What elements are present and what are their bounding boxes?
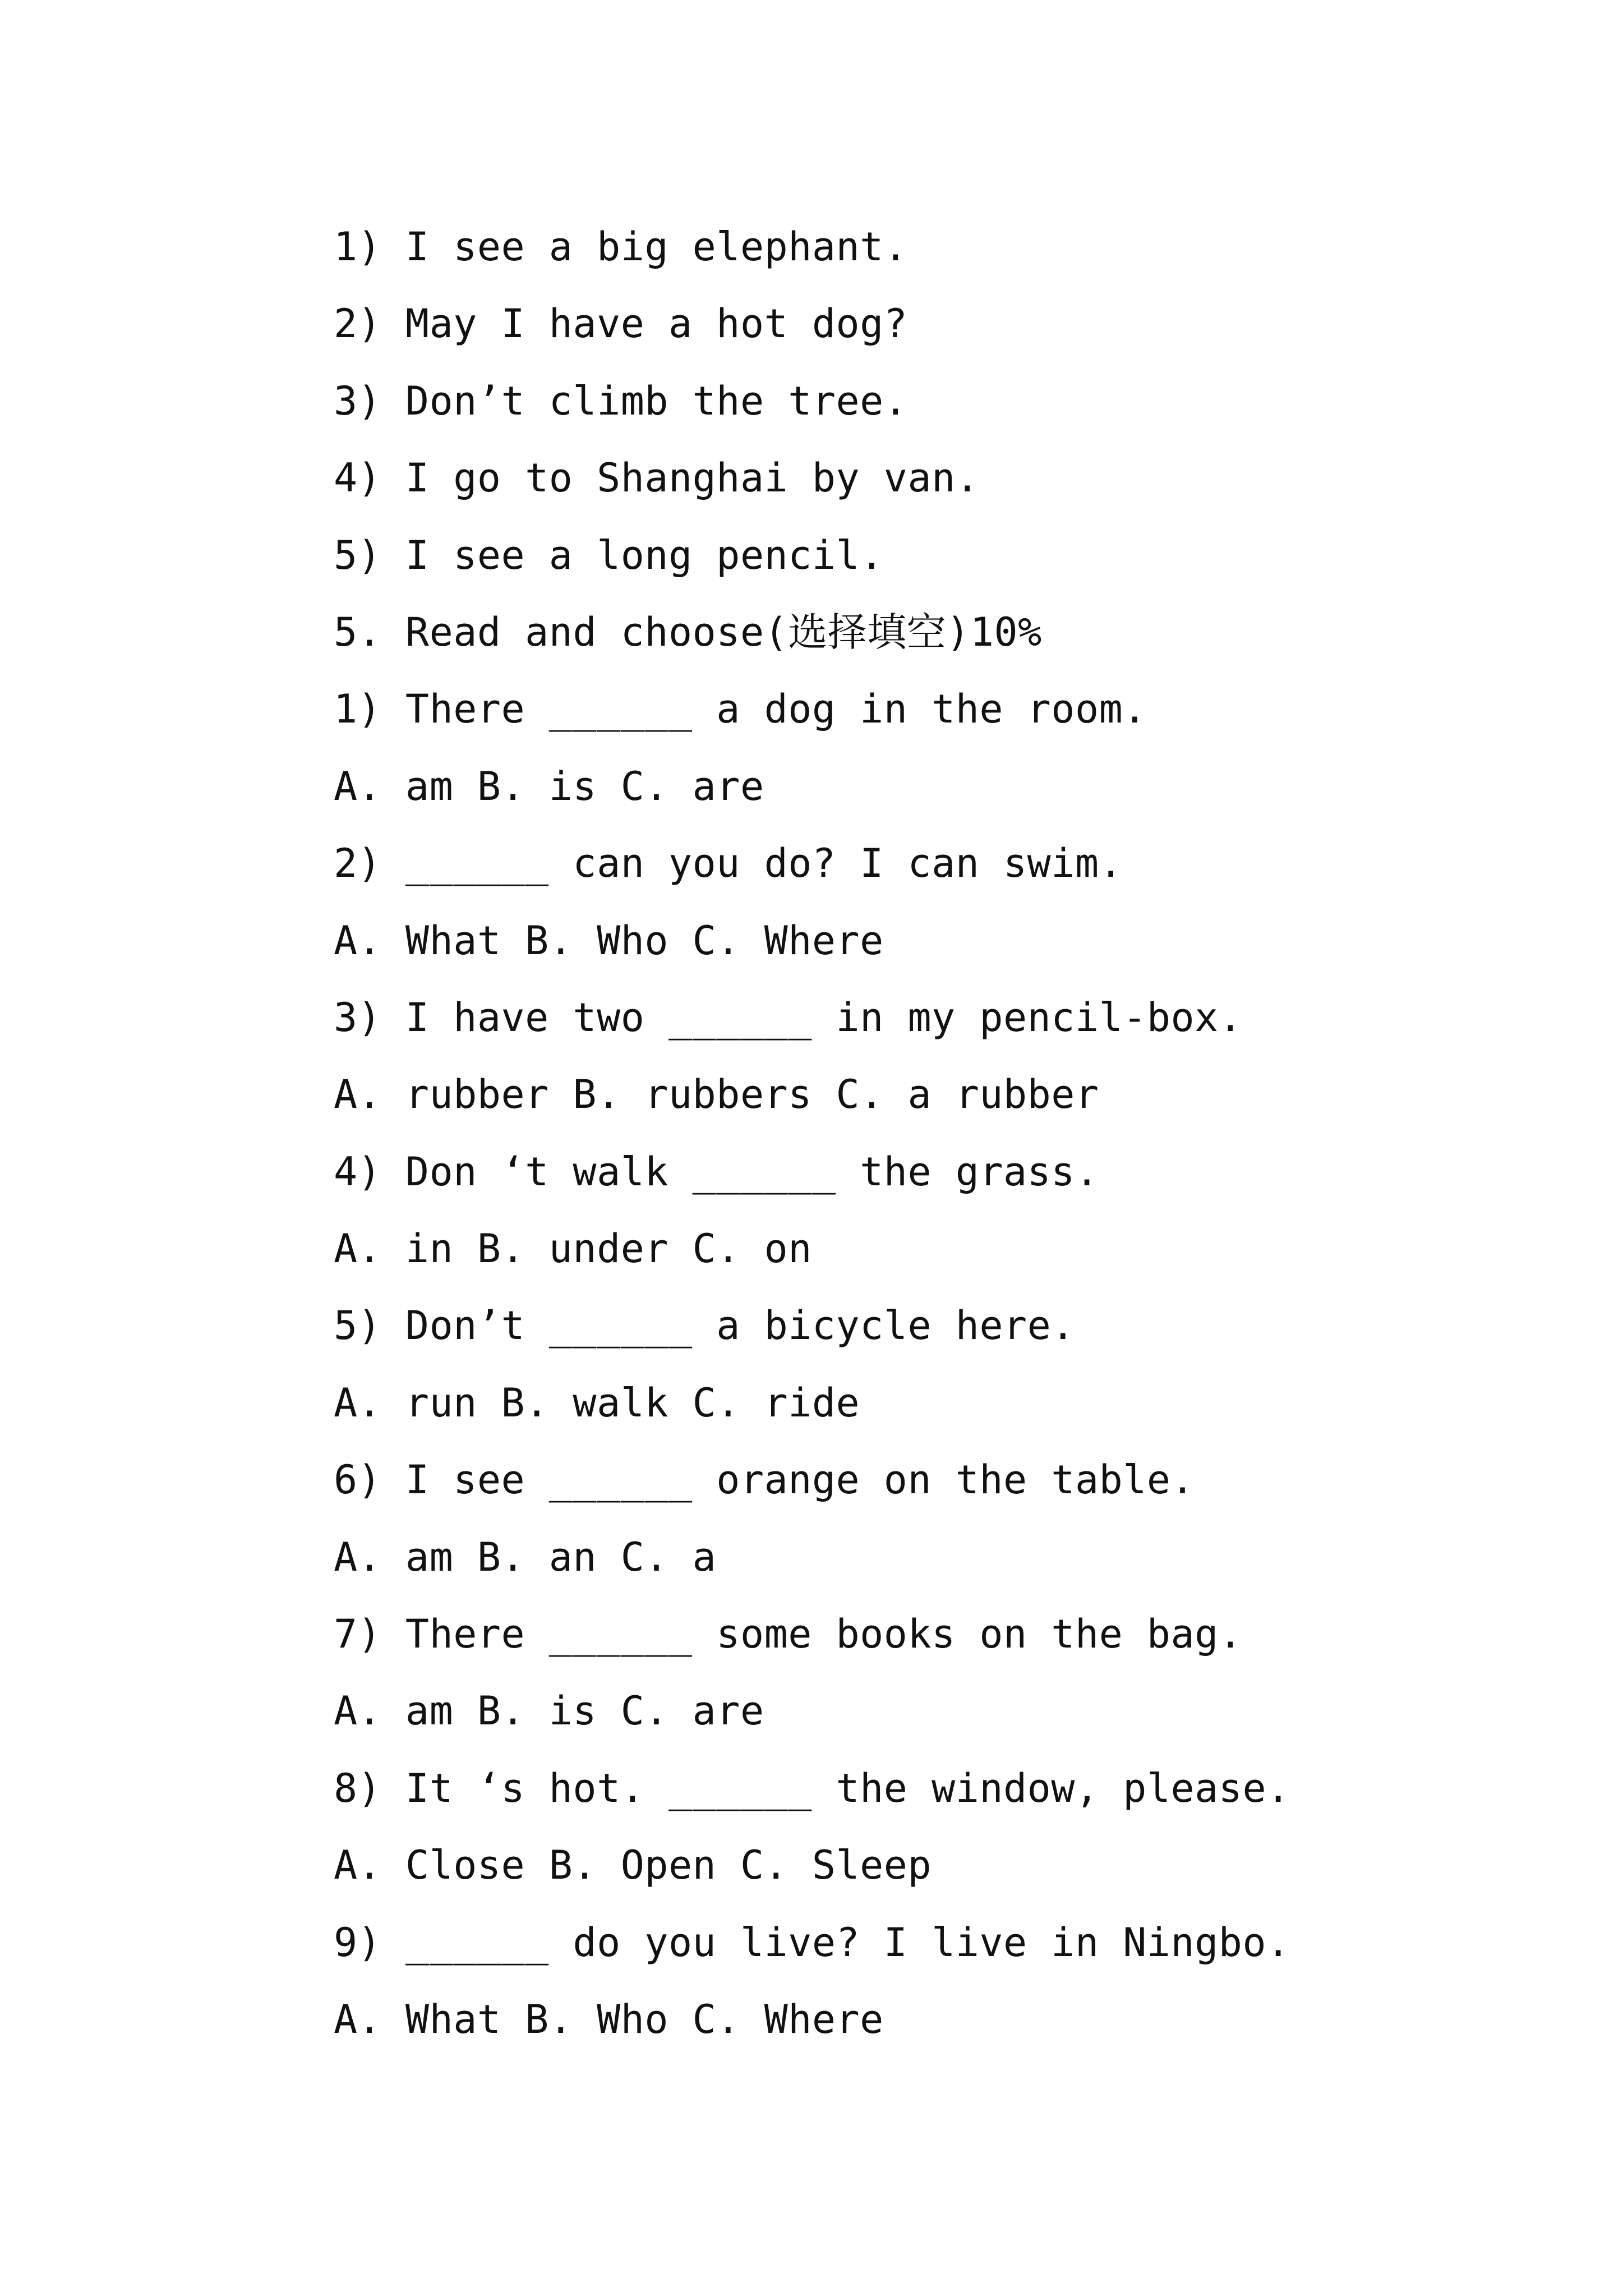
options-line: A. What B. Who C. Where: [334, 1996, 884, 2042]
options-line: A. run B. walk C. ride: [334, 1379, 860, 1426]
sentence-line: 4) I go to Shanghai by van.: [334, 455, 980, 501]
sentence-line: 3) Don’t climb the tree.: [334, 378, 908, 424]
question-line: 1) There ______ a dog in the room.: [334, 686, 1147, 733]
options-line: A. What B. Who C. Where: [334, 917, 884, 964]
question-line: 2) ______ can you do? I can swim.: [334, 840, 1123, 887]
question-line: 8) It ‘s hot. ______ the window, please.: [334, 1765, 1290, 1811]
question-line: 3) I have two ______ in my pencil-box.: [334, 994, 1243, 1041]
question-line: 6) I see ______ orange on the table.: [334, 1457, 1195, 1503]
sentence-line: 5) I see a long pencil.: [334, 532, 884, 578]
sentence-line: 1) I see a big elephant.: [334, 224, 908, 270]
options-line: A. in B. under C. on: [334, 1226, 812, 1272]
exercise-text: [334, 209, 1567, 2058]
sentence-line: 2) May I have a hot dog?: [334, 301, 908, 347]
question-line: 5) Don’t ______ a bicycle here.: [334, 1303, 1075, 1349]
options-line: A. am B. an C. a: [334, 1534, 717, 1580]
question-line: 4) Don ‘t walk ______ the grass.: [334, 1148, 1099, 1195]
options-line: A. rubber B. rubbers C. a rubber: [334, 1071, 1099, 1118]
options-line: A. am B. is C. are: [334, 1688, 764, 1734]
options-line: A. am B. is C. are: [334, 763, 764, 809]
options-line: A. Close B. Open C. Sleep: [334, 1842, 932, 1889]
question-line: 7) There ______ some books on the bag.: [334, 1611, 1243, 1658]
section-heading: 5. Read and choose(选择填空)10%: [334, 609, 1042, 655]
question-line: 9) ______ do you live? I live in Ningbo.: [334, 1919, 1290, 1966]
